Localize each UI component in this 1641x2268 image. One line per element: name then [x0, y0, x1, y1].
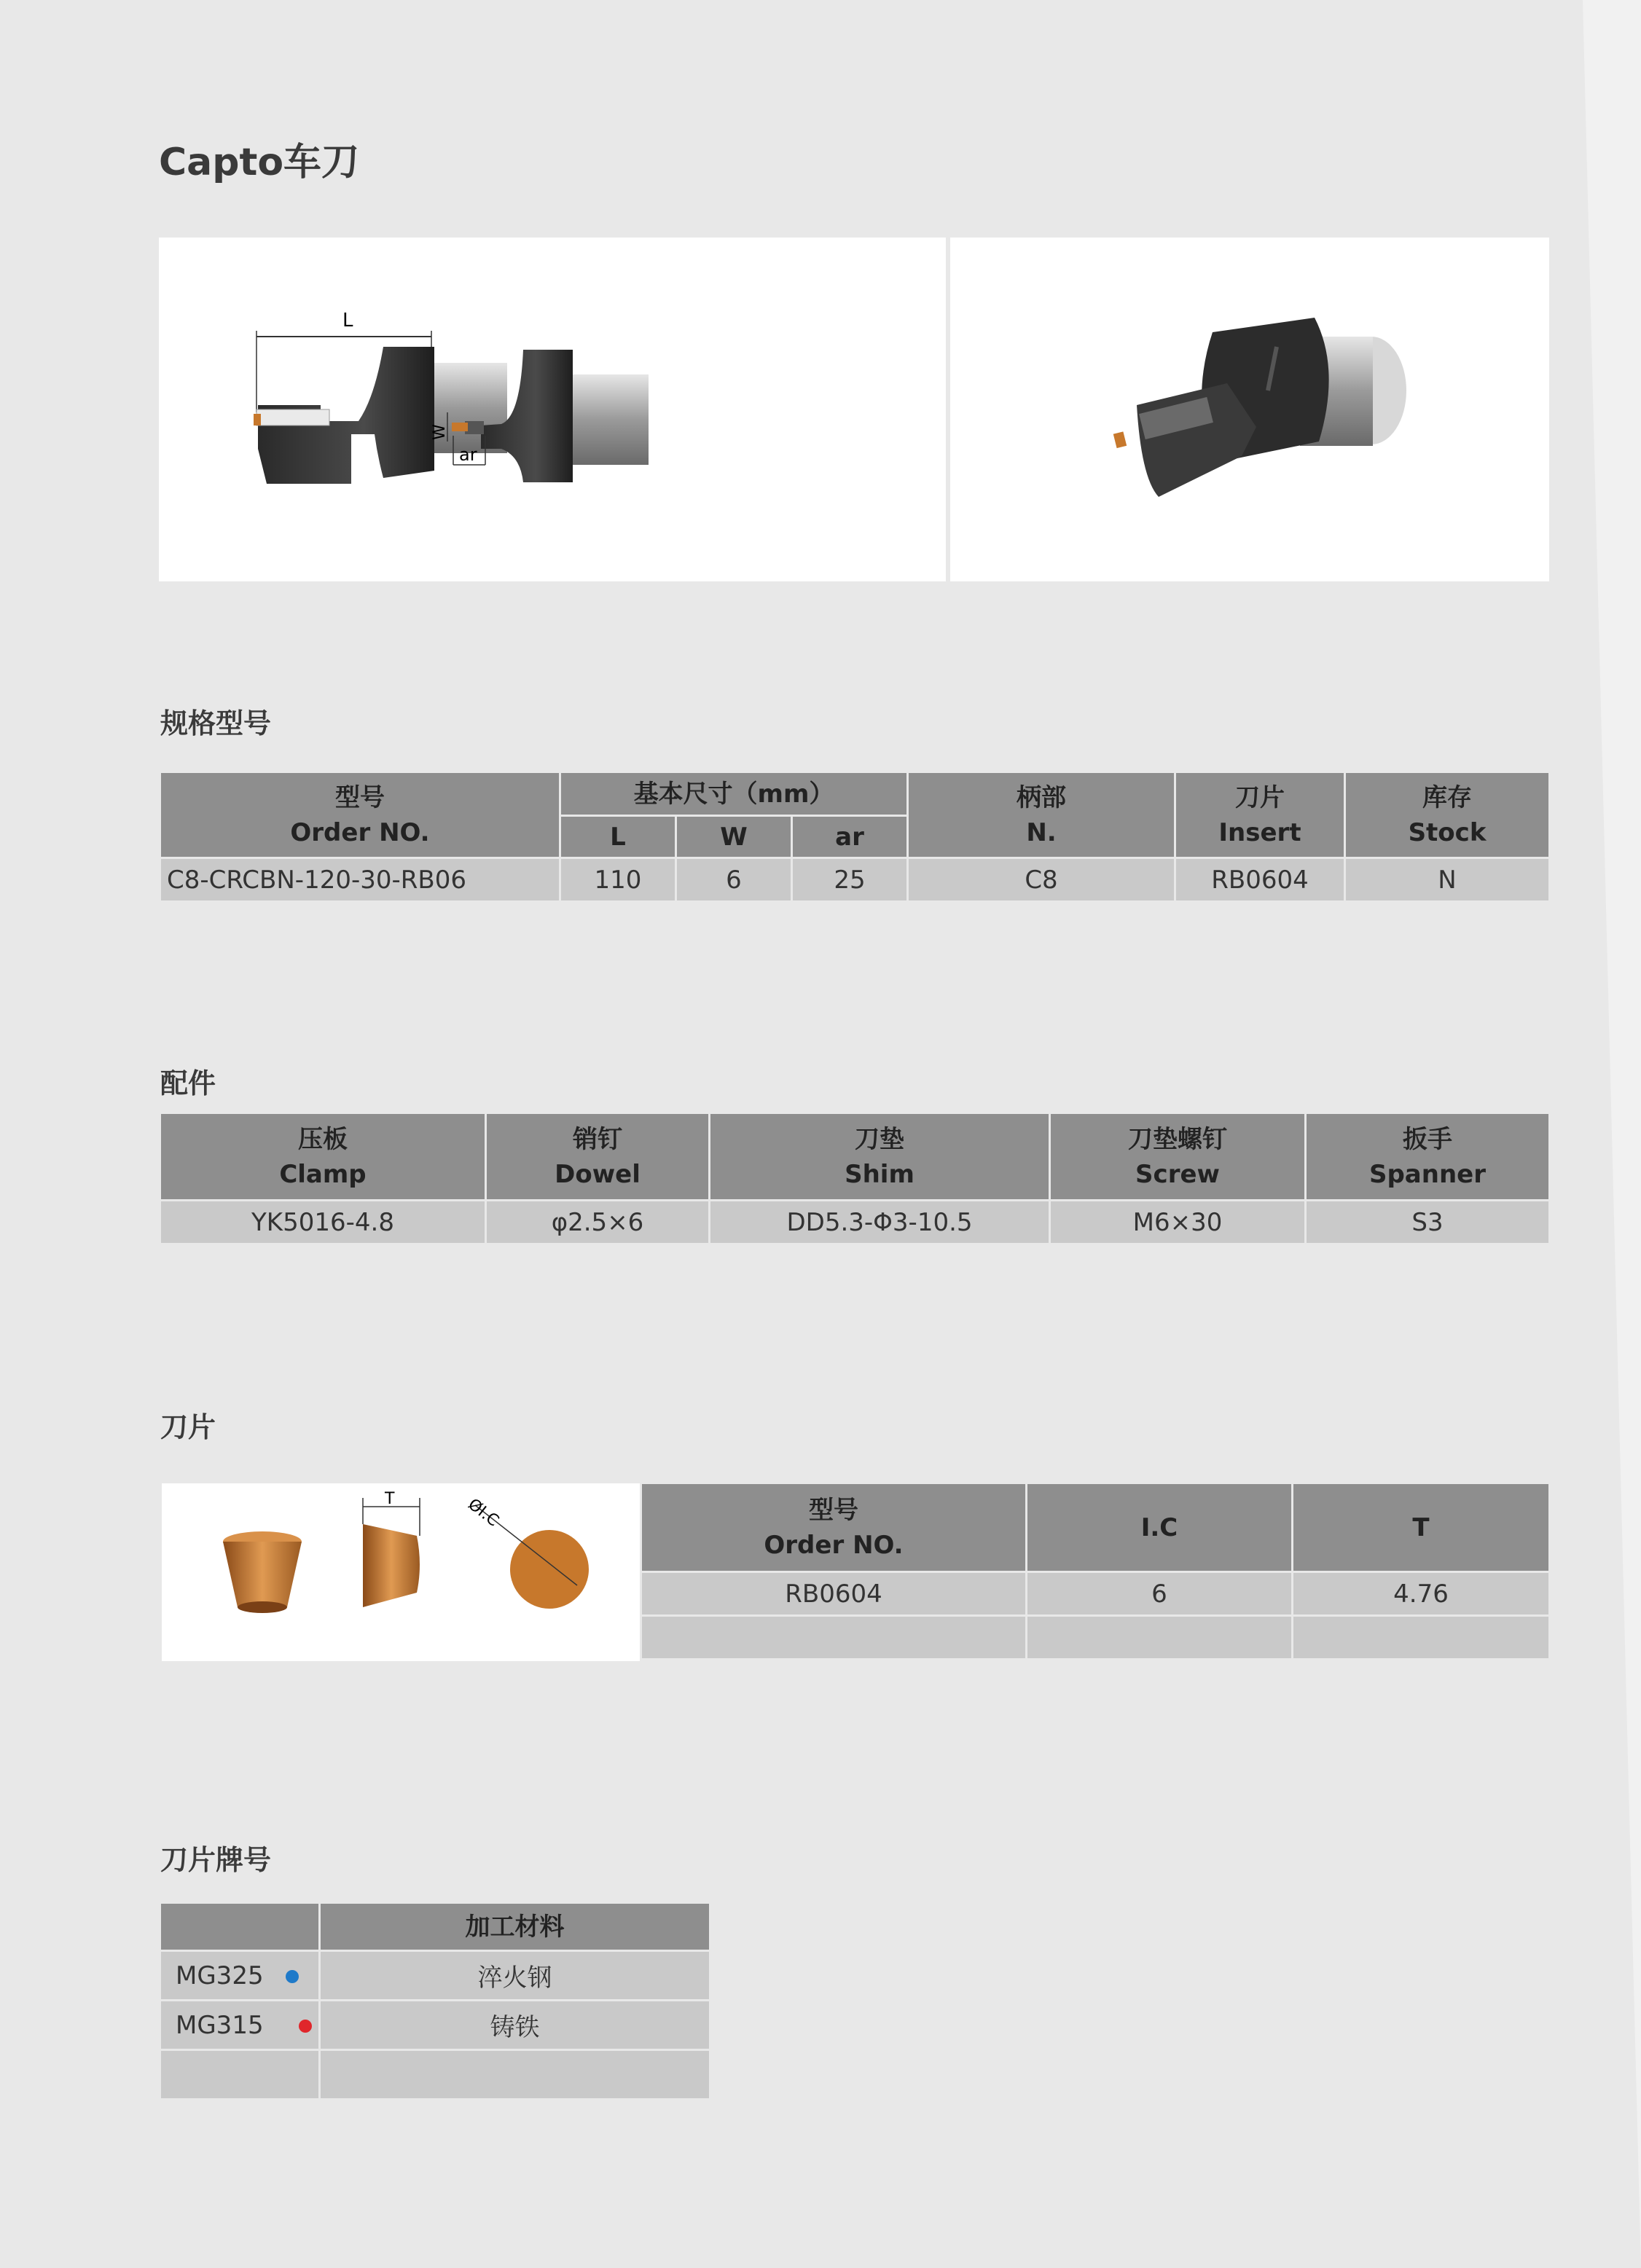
insert-header-t: T: [1293, 1483, 1550, 1572]
accessory-header-shim: 刀垫 Shim: [710, 1113, 1050, 1201]
spec-stock-cell: N: [1345, 858, 1550, 902]
accessory-table: [159, 1112, 1551, 1245]
grade-header-material: 加工材料: [320, 1903, 710, 1951]
accessory-header-dowel: 销钉 Dowel: [486, 1113, 710, 1201]
section-title-grades: 刀片牌号: [160, 1844, 272, 1876]
insert-3d-view: [223, 1531, 302, 1613]
insert-drawing: [162, 1483, 640, 1661]
accessory-header-clamp: 压板 Clamp: [160, 1113, 486, 1201]
empty-cell: [160, 2050, 320, 2100]
spec-header-stock: 库存 Stock: [1345, 772, 1550, 858]
grade-table: [159, 1902, 711, 2100]
dim-ar-label: ar: [459, 444, 477, 465]
table-row: [160, 858, 1550, 902]
spec-shank-cell: C8: [908, 858, 1175, 902]
material-cell: 淬火钢: [320, 1951, 710, 2001]
empty-cell: [1027, 1616, 1293, 1660]
section-title-accessories: 配件: [160, 1067, 216, 1099]
spec-L-cell: 110: [560, 858, 676, 902]
accessory-header-spanner: 扳手 Spanner: [1306, 1113, 1550, 1201]
table-row: [160, 1951, 710, 2001]
tool-3d-render: [950, 238, 1549, 581]
spec-W-cell: 6: [676, 858, 792, 902]
spec-ar-cell: 25: [792, 858, 908, 902]
grade-cell: [160, 2001, 320, 2050]
table-row: [641, 1572, 1550, 1616]
spec-header-dims: 基本尺寸（mm）: [560, 772, 908, 816]
tool-drawing-panel: [159, 238, 946, 581]
spec-header-W: W: [676, 816, 792, 858]
dim-ic-label: ØI.C: [464, 1495, 503, 1531]
tool-side-view-drawing: [159, 238, 946, 581]
spec-table: [159, 771, 1551, 903]
section-title-insert: 刀片: [160, 1411, 216, 1443]
spec-insert-cell: RB0604: [1175, 858, 1345, 902]
page-edge: [1583, 0, 1641, 2268]
insert-t-cell: 4.76: [1293, 1572, 1550, 1616]
grade-name: MG315: [176, 2010, 264, 2040]
dim-W-label: W: [431, 424, 449, 440]
accessory-spanner-cell: S3: [1306, 1201, 1550, 1244]
insert-side-view: [363, 1490, 420, 1607]
accessory-dowel-cell: φ2.5×6: [486, 1201, 710, 1244]
dim-T-label: T: [385, 1490, 395, 1508]
red-dot-icon: [299, 2020, 312, 2033]
empty-cell: [1293, 1616, 1550, 1660]
blue-dot-icon: [286, 1970, 299, 1983]
grade-header-empty: [160, 1903, 320, 1951]
empty-cell: [320, 2050, 710, 2100]
spec-header-L: L: [560, 816, 676, 858]
table-row: [160, 2050, 710, 2100]
grade-name: MG325: [176, 1961, 264, 1990]
insert-ic-cell: 6: [1027, 1572, 1293, 1616]
spec-header-shank: 柄部 N.: [908, 772, 1175, 858]
accessory-clamp-cell: YK5016-4.8: [160, 1201, 486, 1244]
material-cell: 铸铁: [320, 2001, 710, 2050]
section-title-specs: 规格型号: [160, 707, 272, 739]
insert-drawing-panel: [162, 1483, 640, 1661]
insert-top-view: [464, 1495, 589, 1609]
insert-order-cell: RB0604: [641, 1572, 1027, 1616]
spec-header-ar: ar: [792, 816, 908, 858]
page-title: Capto车刀: [159, 141, 360, 184]
insert-header-ic: I.C: [1027, 1483, 1293, 1572]
table-row: [160, 1201, 1550, 1244]
insert-table: [640, 1482, 1551, 1660]
spec-header-order: 型号 Order NO.: [160, 772, 560, 858]
tool-3d-panel: [950, 238, 1549, 581]
dim-L-label: L: [342, 310, 353, 331]
table-row: [160, 2001, 710, 2050]
grade-cell: [160, 1951, 320, 2001]
spec-order-cell: C8-CRCBN-120-30-RB06: [160, 858, 560, 902]
insert-header-order: 型号 Order NO.: [641, 1483, 1027, 1572]
table-row: [641, 1616, 1550, 1660]
accessory-screw-cell: M6×30: [1050, 1201, 1306, 1244]
spec-header-insert: 刀片 Insert: [1175, 772, 1345, 858]
accessory-header-screw: 刀垫螺钉 Screw: [1050, 1113, 1306, 1201]
accessory-shim-cell: DD5.3-Φ3-10.5: [710, 1201, 1050, 1244]
empty-cell: [641, 1616, 1027, 1660]
